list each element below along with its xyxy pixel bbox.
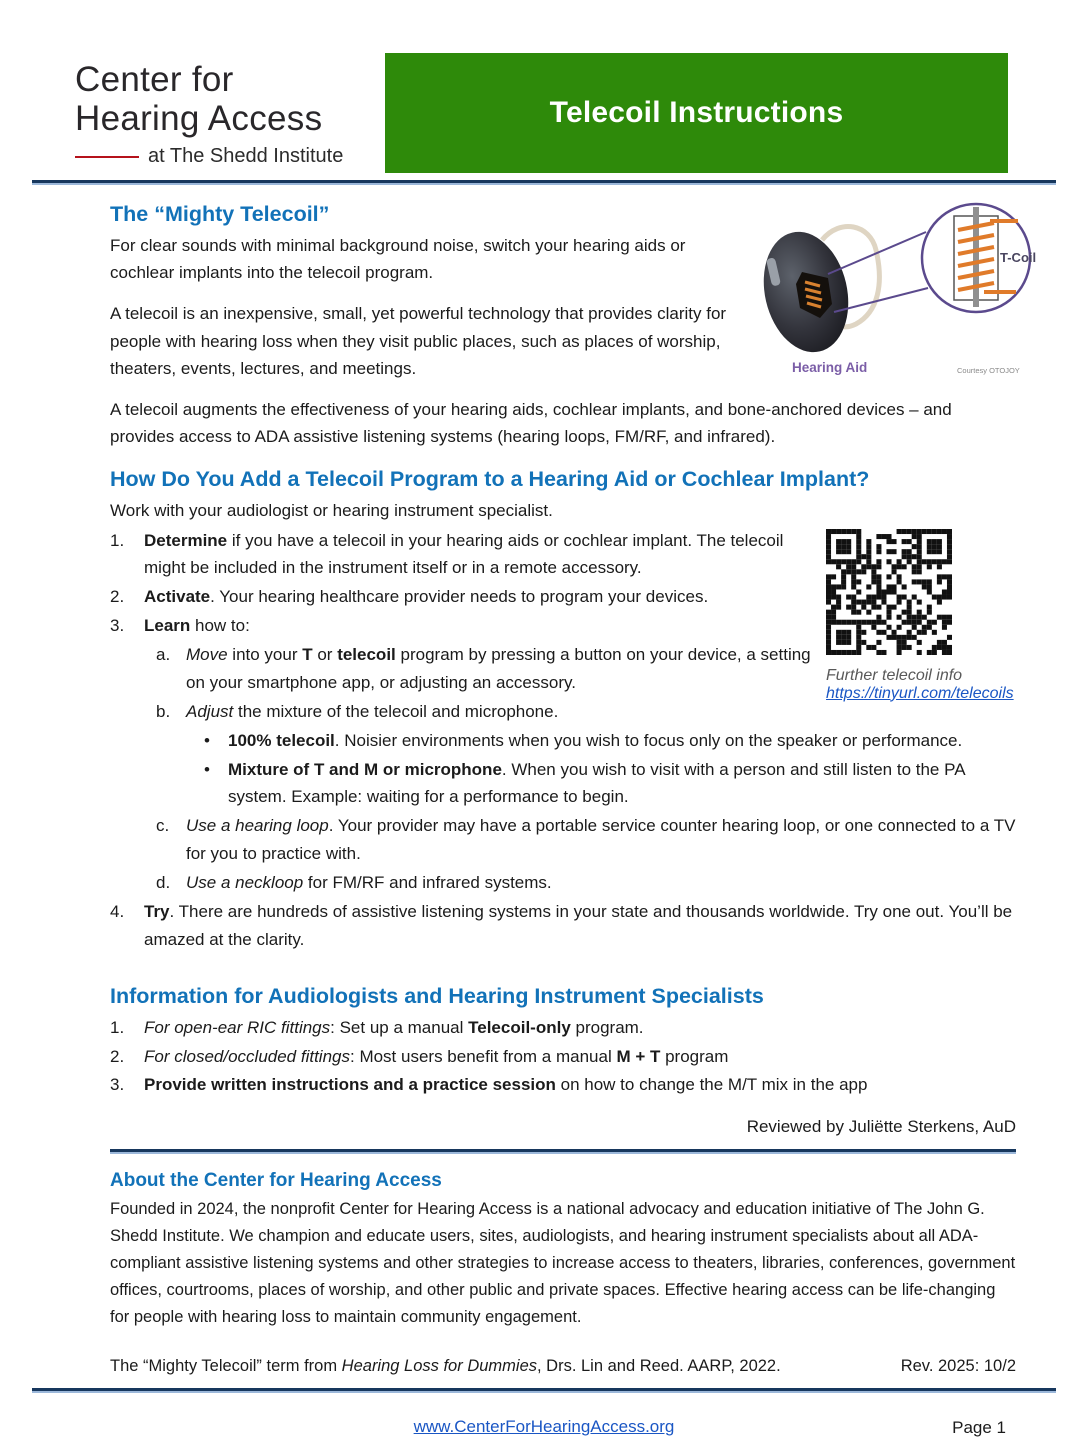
mighty-paragraph-2: A telecoil is an inexpensive, small, yet powerful technology that provides clarity for people with hearing loss when they visit public places, such as places of worship, theaters, events, lectures, and meetings. (110, 304, 727, 378)
list-item (204, 727, 1016, 755)
qr-code (826, 529, 952, 655)
list-marker: 2. (110, 1046, 125, 1066)
mighty-paragraph-1: For clear sounds with minimal background noise, switch your hearing aids or cochlear implants into the telecoil program. (110, 236, 686, 283)
text-segment: on how to change the M/T mix in the app (555, 1075, 868, 1095)
list-item (110, 1071, 1016, 1099)
text-segment: , Drs. Lin and Reed. AARP, 2022. (537, 1357, 781, 1376)
list-marker: 1. (110, 530, 125, 550)
list-marker: • (204, 730, 210, 750)
text-segment: Determine (144, 530, 228, 550)
list-item (156, 812, 1016, 868)
text-segment: if you have a telecoil in your hearing aids or cochlear implant. The telecoil might be included in the instrument itself or in a remote accessory. (144, 530, 784, 578)
text-segment: how to: (190, 616, 250, 636)
text-segment: . Noisier environments when you wish to focus only on the speaker or performance. (334, 730, 963, 750)
text-segment: . There are hundreds of assistive listening systems in your state and thousands worldwide. Try one out. You’ll be amazed at the clarity. (144, 901, 1013, 949)
source-note (110, 1357, 781, 1376)
text-segment: Move (186, 645, 228, 664)
hearing-aid-svg (744, 200, 1044, 380)
reviewed-by: Reviewed by Juliëtte Sterkens, AuD (746, 1117, 1016, 1137)
text-segment: or (312, 645, 338, 664)
howto-intro: Work with your audiologist or hearing instrument specialist. (110, 501, 553, 521)
list-item (204, 756, 1016, 812)
text-segment: : Most users benefit from a manual (350, 1046, 617, 1066)
logo-text-line2: Hearing Access (75, 99, 323, 139)
list-marker: 1. (110, 1017, 125, 1037)
text-segment: program by pressing a button on your device, a setting on your smartphone app, or adjusting an accessory. (186, 645, 811, 692)
list-marker: a. (156, 645, 171, 664)
text-segment: program (660, 1046, 729, 1066)
audiologists-list (110, 1014, 1016, 1100)
text-segment: The “Mighty Telecoil” term from (110, 1357, 342, 1376)
text-segment: Use a hearing loop (186, 816, 329, 836)
revision-note: Rev. 2025: 10/2 (900, 1357, 1016, 1376)
qr-block (826, 529, 1016, 703)
text-segment: : Set up a manual (330, 1017, 469, 1037)
list-marker: 2. (110, 587, 125, 607)
list-item (110, 1014, 1016, 1042)
list-marker: 4. (110, 901, 125, 921)
website-link[interactable]: www.CenterForHearingAccess.org (413, 1417, 675, 1437)
list-item (156, 869, 1016, 897)
text-segment: . Your hearing healthcare provider needs to program your devices. (210, 587, 709, 607)
section-heading-about: About the Center for Hearing Access (110, 1170, 442, 1192)
list-item (110, 1043, 1016, 1071)
footer (0, 1417, 1088, 1437)
figure-credit: Courtesy OTOJOY (957, 366, 1020, 375)
logo-text-line1: Center for (75, 60, 234, 99)
about-body: Founded in 2024, the nonprofit Center for Hearing Access is a national advocacy and education initiative of The John G. Shedd Institute. We champion and educate users, sites, audiologists, and hearing instrument specialists about all ADA-compliant assistive listening systems and other strategies to increase access to theaters, libraries, conferences, government offices, courtrooms, places of worship, and other public and private spaces. Effective hearing access can be life-changing for people with hearing loss to maintain community engagement. (110, 1200, 1016, 1327)
text-segment: Activate (144, 587, 211, 607)
list-item (110, 898, 1016, 954)
text-segment: Provide written instructions and a practice session (144, 1075, 556, 1095)
text-segment: for FM/RF and infrared systems. (303, 873, 552, 892)
text-segment: T (302, 645, 313, 664)
section-heading-audiologists: Information for Audiologists and Hearing Instrument Specialists (110, 983, 764, 1008)
text-segment: Mixture of T and M or microphone (228, 759, 502, 779)
tcoil-label: T-Coil (1000, 250, 1037, 265)
text-segment: For closed/occluded fittings (144, 1046, 350, 1066)
list-marker: c. (156, 816, 170, 836)
text-segment: Try (144, 901, 170, 921)
list-marker: b. (156, 701, 171, 721)
list-marker: 3. (110, 1075, 125, 1095)
page-number: Page 1 (952, 1418, 1006, 1437)
qr-caption: Further telecoil info (826, 666, 963, 684)
text-segment: program. (570, 1017, 644, 1037)
header-divider (32, 180, 1056, 185)
text-segment: the mixture of the telecoil and microphone. (233, 701, 559, 721)
page-title: Telecoil Instructions (549, 96, 844, 129)
text-segment: telecoil (337, 645, 396, 664)
telecoil-info-link[interactable]: https://tinyurl.com/telecoils (826, 684, 1014, 702)
list-marker: • (204, 759, 210, 779)
org-logo (75, 50, 385, 173)
section-divider (110, 1149, 1016, 1154)
section-heading-howto: How Do You Add a Telecoil Program to a Hearing Aid or Cochlear Implant? (110, 467, 870, 492)
list-marker: 3. (110, 616, 125, 636)
text-segment: Hearing Loss for Dummies (341, 1357, 537, 1376)
tcoil-rod (973, 207, 979, 307)
text-segment: For open-ear RIC fittings (144, 1017, 331, 1037)
footer-divider (32, 1388, 1056, 1393)
text-segment: . When you wish to visit with a person and still listen to the PA system. Example: waiting for a performance to begin. (228, 759, 965, 807)
logo-red-line (75, 156, 139, 158)
hearing-aid-label: Hearing Aid (792, 360, 868, 375)
text-segment: M + T (616, 1046, 661, 1066)
logo-tagline (75, 145, 385, 168)
text-segment: Use a neckloop (186, 873, 304, 892)
header (0, 0, 1088, 173)
text-segment: Telecoil-only (468, 1017, 571, 1037)
text-segment: . Your provider may have a portable service counter hearing loop, or one connected to a TV for you to practice with. (186, 816, 1016, 864)
text-segment: 100% telecoil (228, 730, 335, 750)
text-segment: Adjust (186, 701, 234, 721)
list-marker: d. (156, 873, 171, 892)
source-row (110, 1357, 1016, 1376)
mighty-paragraph-3: A telecoil augments the effectiveness of your hearing aids, cochlear implants, and bone-anchored devices – and provides access to ADA assistive listening systems (hearing loops, FM/RF, and infrared). (110, 399, 952, 447)
text-segment: into your (227, 645, 303, 664)
title-banner (385, 53, 1008, 173)
hearing-aid-illustration (744, 200, 1044, 380)
logo-tagline-text: at The Shedd Institute (148, 145, 344, 168)
section-heading-mighty-telecoil: The “Mighty Telecoil” (110, 202, 330, 226)
text-segment: Learn (144, 616, 191, 636)
